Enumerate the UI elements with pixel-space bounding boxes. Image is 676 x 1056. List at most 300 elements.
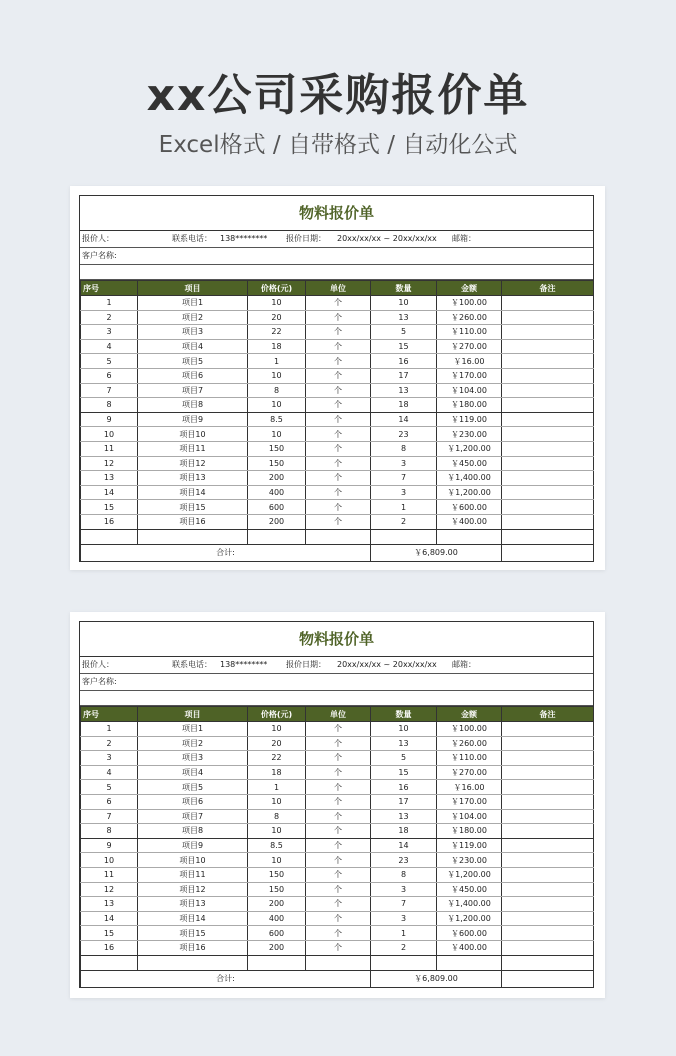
cell-unit[interactable]: 个 <box>306 296 371 311</box>
cell-item[interactable]: 项目13 <box>138 471 248 486</box>
column-header: 备注 <box>502 281 594 296</box>
quote-sheet <box>79 195 594 562</box>
cell-note[interactable] <box>502 911 594 926</box>
table-row <box>81 354 594 369</box>
cell-empty[interactable] <box>306 955 371 970</box>
cell-unit[interactable]: 个 <box>306 867 371 882</box>
column-header: 备注 <box>502 707 594 722</box>
cell-seq[interactable]: 8 <box>81 398 138 413</box>
cell-qty[interactable]: 8 <box>371 441 437 456</box>
cell-price[interactable]: 8 <box>248 809 306 824</box>
cell-amount[interactable]: ￥600.00 <box>437 926 502 941</box>
cell-note[interactable] <box>502 339 594 354</box>
cell-item[interactable]: 项目5 <box>138 780 248 795</box>
cell-qty[interactable]: 13 <box>371 736 437 751</box>
cell-qty[interactable]: 3 <box>371 882 437 897</box>
cell-price[interactable]: 8 <box>248 383 306 398</box>
cell-amount[interactable]: ￥110.00 <box>437 751 502 766</box>
cell-price[interactable]: 10 <box>248 722 306 737</box>
cell-item[interactable]: 项目7 <box>138 809 248 824</box>
cell-unit[interactable]: 个 <box>306 368 371 383</box>
cell-seq[interactable]: 16 <box>81 940 138 955</box>
cell-amount[interactable]: ￥450.00 <box>437 456 502 471</box>
cell-seq[interactable]: 9 <box>81 838 138 853</box>
date-label: 报价日期： <box>286 234 326 243</box>
cell-price[interactable]: 200 <box>248 514 306 529</box>
cell-price[interactable]: 10 <box>248 398 306 413</box>
total-value: ￥6,809.00 <box>371 544 502 561</box>
cell-qty[interactable]: 14 <box>371 412 437 427</box>
cell-empty[interactable] <box>248 529 306 544</box>
cell-unit[interactable]: 个 <box>306 398 371 413</box>
cell-amount[interactable]: ￥104.00 <box>437 383 502 398</box>
cell-item[interactable]: 项目8 <box>138 398 248 413</box>
cell-item[interactable]: 项目12 <box>138 882 248 897</box>
table-row <box>81 824 594 839</box>
cell-amount[interactable]: ￥110.00 <box>437 325 502 340</box>
cell-price[interactable]: 8.5 <box>248 838 306 853</box>
cell-seq[interactable]: 10 <box>81 853 138 868</box>
cell-empty[interactable] <box>306 529 371 544</box>
cell-unit[interactable]: 个 <box>306 310 371 325</box>
cell-seq[interactable]: 2 <box>81 736 138 751</box>
table-row <box>81 838 594 853</box>
cell-unit[interactable]: 个 <box>306 809 371 824</box>
cell-seq[interactable]: 7 <box>81 809 138 824</box>
cell-price[interactable]: 20 <box>248 310 306 325</box>
cell-amount[interactable]: ￥119.00 <box>437 838 502 853</box>
cell-amount[interactable]: ￥1,400.00 <box>437 471 502 486</box>
cell-item[interactable]: 项目6 <box>138 368 248 383</box>
sheet-spacer <box>80 691 593 706</box>
table-row <box>81 722 594 737</box>
cell-seq[interactable]: 7 <box>81 383 138 398</box>
cell-seq[interactable]: 1 <box>81 296 138 311</box>
cell-item[interactable]: 项目5 <box>138 354 248 369</box>
cell-price[interactable]: 400 <box>248 485 306 500</box>
total-label: 合计: <box>81 970 371 987</box>
cell-qty[interactable]: 23 <box>371 427 437 442</box>
cell-amount[interactable]: ￥260.00 <box>437 736 502 751</box>
page-title: xx公司采购报价单 <box>146 70 530 121</box>
cell-qty[interactable]: 5 <box>371 325 437 340</box>
sheet-info-row <box>80 657 593 674</box>
cell-amount[interactable]: ￥400.00 <box>437 940 502 955</box>
cell-note[interactable] <box>502 500 594 515</box>
cell-item[interactable]: 项目10 <box>138 853 248 868</box>
cell-qty[interactable]: 16 <box>371 354 437 369</box>
cell-note[interactable] <box>502 794 594 809</box>
cell-note[interactable] <box>502 471 594 486</box>
cell-price[interactable]: 8.5 <box>248 412 306 427</box>
cell-amount[interactable]: ￥230.00 <box>437 853 502 868</box>
cell-qty[interactable]: 8 <box>371 867 437 882</box>
cell-seq[interactable]: 15 <box>81 926 138 941</box>
cell-qty[interactable]: 10 <box>371 296 437 311</box>
sheet-info-row <box>80 231 593 248</box>
cell-qty[interactable]: 15 <box>371 339 437 354</box>
cell-item[interactable]: 项目8 <box>138 824 248 839</box>
cell-unit[interactable]: 个 <box>306 500 371 515</box>
cell-unit[interactable]: 个 <box>306 897 371 912</box>
page-subtitle: Excel格式 / 自带格式 / 自动化公式 <box>158 132 518 158</box>
cell-unit[interactable]: 个 <box>306 824 371 839</box>
table-row <box>81 296 594 311</box>
cell-unit[interactable]: 个 <box>306 471 371 486</box>
cell-price[interactable]: 22 <box>248 325 306 340</box>
cell-seq[interactable]: 14 <box>81 485 138 500</box>
cell-note[interactable] <box>502 310 594 325</box>
table-row <box>81 485 594 500</box>
column-header: 项目 <box>138 281 248 296</box>
quoter-label: 报价人： <box>82 234 114 243</box>
cell-qty[interactable]: 15 <box>371 765 437 780</box>
cell-qty[interactable]: 17 <box>371 794 437 809</box>
cell-price[interactable]: 18 <box>248 339 306 354</box>
cell-amount[interactable]: ￥119.00 <box>437 412 502 427</box>
cell-qty[interactable]: 17 <box>371 368 437 383</box>
cell-qty[interactable]: 3 <box>371 485 437 500</box>
cell-seq[interactable]: 15 <box>81 500 138 515</box>
cell-price[interactable]: 600 <box>248 500 306 515</box>
cell-amount[interactable]: ￥230.00 <box>437 427 502 442</box>
cell-qty[interactable]: 13 <box>371 310 437 325</box>
total-row <box>81 970 594 987</box>
cell-note[interactable] <box>502 514 594 529</box>
cell-unit[interactable]: 个 <box>306 780 371 795</box>
cell-seq[interactable]: 11 <box>81 867 138 882</box>
table-row <box>81 339 594 354</box>
table-row <box>81 427 594 442</box>
cell-seq[interactable]: 1 <box>81 722 138 737</box>
cell-unit[interactable]: 个 <box>306 456 371 471</box>
date-value: 20xx/xx/xx ~ 20xx/xx/xx <box>337 234 437 243</box>
cell-qty[interactable]: 13 <box>371 809 437 824</box>
cell-unit[interactable]: 个 <box>306 940 371 955</box>
cell-price[interactable]: 600 <box>248 926 306 941</box>
cell-note[interactable] <box>502 736 594 751</box>
cell-qty[interactable]: 7 <box>371 897 437 912</box>
items-table <box>80 280 594 561</box>
cell-note[interactable] <box>502 780 594 795</box>
cell-seq[interactable]: 3 <box>81 751 138 766</box>
cell-price[interactable]: 1 <box>248 780 306 795</box>
cell-price[interactable]: 10 <box>248 853 306 868</box>
cell-price[interactable]: 200 <box>248 940 306 955</box>
cell-item[interactable]: 项目4 <box>138 765 248 780</box>
cell-seq[interactable]: 13 <box>81 897 138 912</box>
cell-empty[interactable] <box>437 529 502 544</box>
column-header: 金额 <box>437 707 502 722</box>
cell-amount[interactable]: ￥1,200.00 <box>437 485 502 500</box>
cell-price[interactable]: 400 <box>248 911 306 926</box>
cell-item[interactable]: 项目16 <box>138 514 248 529</box>
table-row <box>81 368 594 383</box>
table-row <box>81 867 594 882</box>
cell-item[interactable]: 项目7 <box>138 383 248 398</box>
cell-qty[interactable]: 18 <box>371 398 437 413</box>
phone-label: 联系电话： <box>172 234 212 243</box>
cell-qty[interactable]: 14 <box>371 838 437 853</box>
cell-seq[interactable]: 11 <box>81 441 138 456</box>
cell-note[interactable] <box>502 853 594 868</box>
column-header: 数量 <box>371 707 437 722</box>
cell-item[interactable]: 项目14 <box>138 911 248 926</box>
quote-sheet-preview-2 <box>70 612 605 998</box>
cell-price[interactable]: 150 <box>248 882 306 897</box>
cell-note[interactable] <box>502 427 594 442</box>
table-header-row <box>81 281 594 296</box>
cell-qty[interactable]: 1 <box>371 500 437 515</box>
cell-amount[interactable]: ￥600.00 <box>437 500 502 515</box>
cell-note[interactable] <box>502 296 594 311</box>
cell-price[interactable]: 150 <box>248 456 306 471</box>
cell-amount[interactable]: ￥180.00 <box>437 824 502 839</box>
table-row <box>81 500 594 515</box>
cell-note[interactable] <box>502 751 594 766</box>
cell-price[interactable]: 200 <box>248 471 306 486</box>
cell-seq[interactable]: 3 <box>81 325 138 340</box>
cell-price[interactable]: 1 <box>248 354 306 369</box>
table-row <box>81 911 594 926</box>
cell-unit[interactable]: 个 <box>306 485 371 500</box>
cell-empty[interactable] <box>371 955 437 970</box>
quoter-label: 报价人： <box>82 660 114 669</box>
cell-unit[interactable]: 个 <box>306 853 371 868</box>
quote-sheet-preview-1 <box>70 186 605 570</box>
cell-item[interactable]: 项目9 <box>138 412 248 427</box>
cell-unit[interactable]: 个 <box>306 736 371 751</box>
cell-item[interactable]: 项目6 <box>138 794 248 809</box>
cell-price[interactable]: 10 <box>248 296 306 311</box>
cell-price[interactable]: 10 <box>248 368 306 383</box>
cell-seq[interactable]: 12 <box>81 456 138 471</box>
date-value: 20xx/xx/xx ~ 20xx/xx/xx <box>337 660 437 669</box>
cell-item[interactable]: 项目3 <box>138 325 248 340</box>
cell-item[interactable]: 项目9 <box>138 838 248 853</box>
cell-item[interactable]: 项目3 <box>138 751 248 766</box>
cell-amount[interactable]: ￥16.00 <box>437 780 502 795</box>
cell-unit[interactable]: 个 <box>306 325 371 340</box>
cell-item[interactable]: 项目12 <box>138 456 248 471</box>
cell-note[interactable] <box>502 824 594 839</box>
cell-unit[interactable]: 个 <box>306 427 371 442</box>
cell-item[interactable]: 项目16 <box>138 940 248 955</box>
cell-empty[interactable] <box>371 529 437 544</box>
cell-amount[interactable]: ￥260.00 <box>437 310 502 325</box>
cell-seq[interactable]: 2 <box>81 310 138 325</box>
cell-seq[interactable]: 13 <box>81 471 138 486</box>
cell-item[interactable]: 项目1 <box>138 296 248 311</box>
cell-item[interactable]: 项目15 <box>138 500 248 515</box>
cell-seq[interactable]: 8 <box>81 824 138 839</box>
cell-amount[interactable]: ￥450.00 <box>437 882 502 897</box>
cell-seq[interactable]: 5 <box>81 354 138 369</box>
cell-item[interactable]: 项目10 <box>138 427 248 442</box>
cell-empty[interactable] <box>81 529 138 544</box>
cell-price[interactable]: 22 <box>248 751 306 766</box>
total-row <box>81 544 594 561</box>
cell-amount[interactable]: ￥270.00 <box>437 765 502 780</box>
cell-note[interactable] <box>502 325 594 340</box>
cell-seq[interactable]: 12 <box>81 882 138 897</box>
sheet-title: 物料报价单 <box>80 622 593 657</box>
cell-seq[interactable]: 6 <box>81 794 138 809</box>
cell-unit[interactable]: 个 <box>306 441 371 456</box>
cell-qty[interactable]: 3 <box>371 911 437 926</box>
cell-qty[interactable]: 23 <box>371 853 437 868</box>
cell-unit[interactable]: 个 <box>306 765 371 780</box>
cell-qty[interactable]: 5 <box>371 751 437 766</box>
cell-qty[interactable]: 3 <box>371 456 437 471</box>
cell-unit[interactable]: 个 <box>306 722 371 737</box>
cell-qty[interactable]: 2 <box>371 514 437 529</box>
cell-note[interactable] <box>502 765 594 780</box>
cell-unit[interactable]: 个 <box>306 911 371 926</box>
cell-seq[interactable]: 14 <box>81 911 138 926</box>
total-value: ￥6,809.00 <box>371 970 502 987</box>
cell-amount[interactable]: ￥16.00 <box>437 354 502 369</box>
cell-note[interactable] <box>502 412 594 427</box>
cell-item[interactable]: 项目2 <box>138 736 248 751</box>
cell-seq[interactable]: 4 <box>81 339 138 354</box>
table-row <box>81 412 594 427</box>
cell-unit[interactable]: 个 <box>306 794 371 809</box>
cell-seq[interactable]: 6 <box>81 368 138 383</box>
cell-amount[interactable]: ￥170.00 <box>437 368 502 383</box>
cell-amount[interactable]: ￥1,200.00 <box>437 441 502 456</box>
phone-value: 138******** <box>220 660 268 669</box>
cell-amount[interactable]: ￥1,400.00 <box>437 897 502 912</box>
cell-amount[interactable]: ￥1,200.00 <box>437 867 502 882</box>
cell-unit[interactable]: 个 <box>306 354 371 369</box>
customer-row <box>80 248 593 265</box>
cell-empty[interactable] <box>502 544 594 561</box>
cell-item[interactable]: 项目15 <box>138 926 248 941</box>
cell-note[interactable] <box>502 838 594 853</box>
cell-item[interactable]: 项目4 <box>138 339 248 354</box>
cell-empty[interactable] <box>502 970 594 987</box>
table-row <box>81 897 594 912</box>
cell-item[interactable]: 项目14 <box>138 485 248 500</box>
cell-price[interactable]: 10 <box>248 427 306 442</box>
cell-empty[interactable] <box>248 955 306 970</box>
cell-empty[interactable] <box>138 955 248 970</box>
email-label: 邮箱： <box>452 660 476 669</box>
cell-item[interactable]: 项目11 <box>138 441 248 456</box>
cell-note[interactable] <box>502 456 594 471</box>
cell-qty[interactable]: 7 <box>371 471 437 486</box>
cell-note[interactable] <box>502 809 594 824</box>
cell-empty[interactable] <box>81 955 138 970</box>
cell-qty[interactable]: 10 <box>371 722 437 737</box>
cell-unit[interactable]: 个 <box>306 339 371 354</box>
table-row <box>81 780 594 795</box>
cell-price[interactable]: 20 <box>248 736 306 751</box>
cell-price[interactable]: 18 <box>248 765 306 780</box>
table-row <box>81 794 594 809</box>
cell-amount[interactable]: ￥100.00 <box>437 296 502 311</box>
cell-price[interactable]: 10 <box>248 824 306 839</box>
table-header-row <box>81 707 594 722</box>
table-row <box>81 325 594 340</box>
cell-note[interactable] <box>502 441 594 456</box>
cell-unit[interactable]: 个 <box>306 514 371 529</box>
cell-unit[interactable]: 个 <box>306 412 371 427</box>
column-header: 单位 <box>306 707 371 722</box>
cell-seq[interactable]: 4 <box>81 765 138 780</box>
cell-price[interactable]: 150 <box>248 867 306 882</box>
cell-price[interactable]: 150 <box>248 441 306 456</box>
cell-qty[interactable]: 16 <box>371 780 437 795</box>
cell-unit[interactable]: 个 <box>306 838 371 853</box>
items-table <box>80 706 594 987</box>
cell-note[interactable] <box>502 398 594 413</box>
cell-seq[interactable]: 9 <box>81 412 138 427</box>
table-row <box>81 471 594 486</box>
cell-empty[interactable] <box>502 955 594 970</box>
cell-price[interactable]: 10 <box>248 794 306 809</box>
cell-unit[interactable]: 个 <box>306 882 371 897</box>
cell-note[interactable] <box>502 882 594 897</box>
cell-note[interactable] <box>502 354 594 369</box>
cell-seq[interactable]: 16 <box>81 514 138 529</box>
cell-qty[interactable]: 2 <box>371 940 437 955</box>
column-header: 项目 <box>138 707 248 722</box>
cell-item[interactable]: 项目11 <box>138 867 248 882</box>
cell-unit[interactable]: 个 <box>306 383 371 398</box>
cell-note[interactable] <box>502 722 594 737</box>
cell-amount[interactable]: ￥1,200.00 <box>437 911 502 926</box>
table-row <box>81 398 594 413</box>
column-header: 序号 <box>81 281 138 296</box>
cell-empty[interactable] <box>502 529 594 544</box>
phone-label: 联系电话： <box>172 660 212 669</box>
cell-note[interactable] <box>502 383 594 398</box>
cell-item[interactable]: 项目1 <box>138 722 248 737</box>
column-header: 序号 <box>81 707 138 722</box>
cell-seq[interactable]: 5 <box>81 780 138 795</box>
cell-note[interactable] <box>502 867 594 882</box>
cell-note[interactable] <box>502 940 594 955</box>
cell-qty[interactable]: 1 <box>371 926 437 941</box>
cell-amount[interactable]: ￥270.00 <box>437 339 502 354</box>
cell-seq[interactable]: 10 <box>81 427 138 442</box>
cell-amount[interactable]: ￥104.00 <box>437 809 502 824</box>
blank-row <box>81 529 594 544</box>
cell-item[interactable]: 项目2 <box>138 310 248 325</box>
total-label: 合计: <box>81 544 371 561</box>
blank-row <box>81 955 594 970</box>
cell-note[interactable] <box>502 485 594 500</box>
cell-price[interactable]: 200 <box>248 897 306 912</box>
cell-note[interactable] <box>502 368 594 383</box>
cell-amount[interactable]: ￥170.00 <box>437 794 502 809</box>
cell-amount[interactable]: ￥180.00 <box>437 398 502 413</box>
cell-note[interactable] <box>502 897 594 912</box>
cell-amount[interactable]: ￥100.00 <box>437 722 502 737</box>
cell-qty[interactable]: 18 <box>371 824 437 839</box>
table-row <box>81 765 594 780</box>
cell-empty[interactable] <box>437 955 502 970</box>
cell-unit[interactable]: 个 <box>306 926 371 941</box>
cell-qty[interactable]: 13 <box>371 383 437 398</box>
cell-unit[interactable]: 个 <box>306 751 371 766</box>
cell-empty[interactable] <box>138 529 248 544</box>
cell-amount[interactable]: ￥400.00 <box>437 514 502 529</box>
cell-item[interactable]: 项目13 <box>138 897 248 912</box>
cell-note[interactable] <box>502 926 594 941</box>
